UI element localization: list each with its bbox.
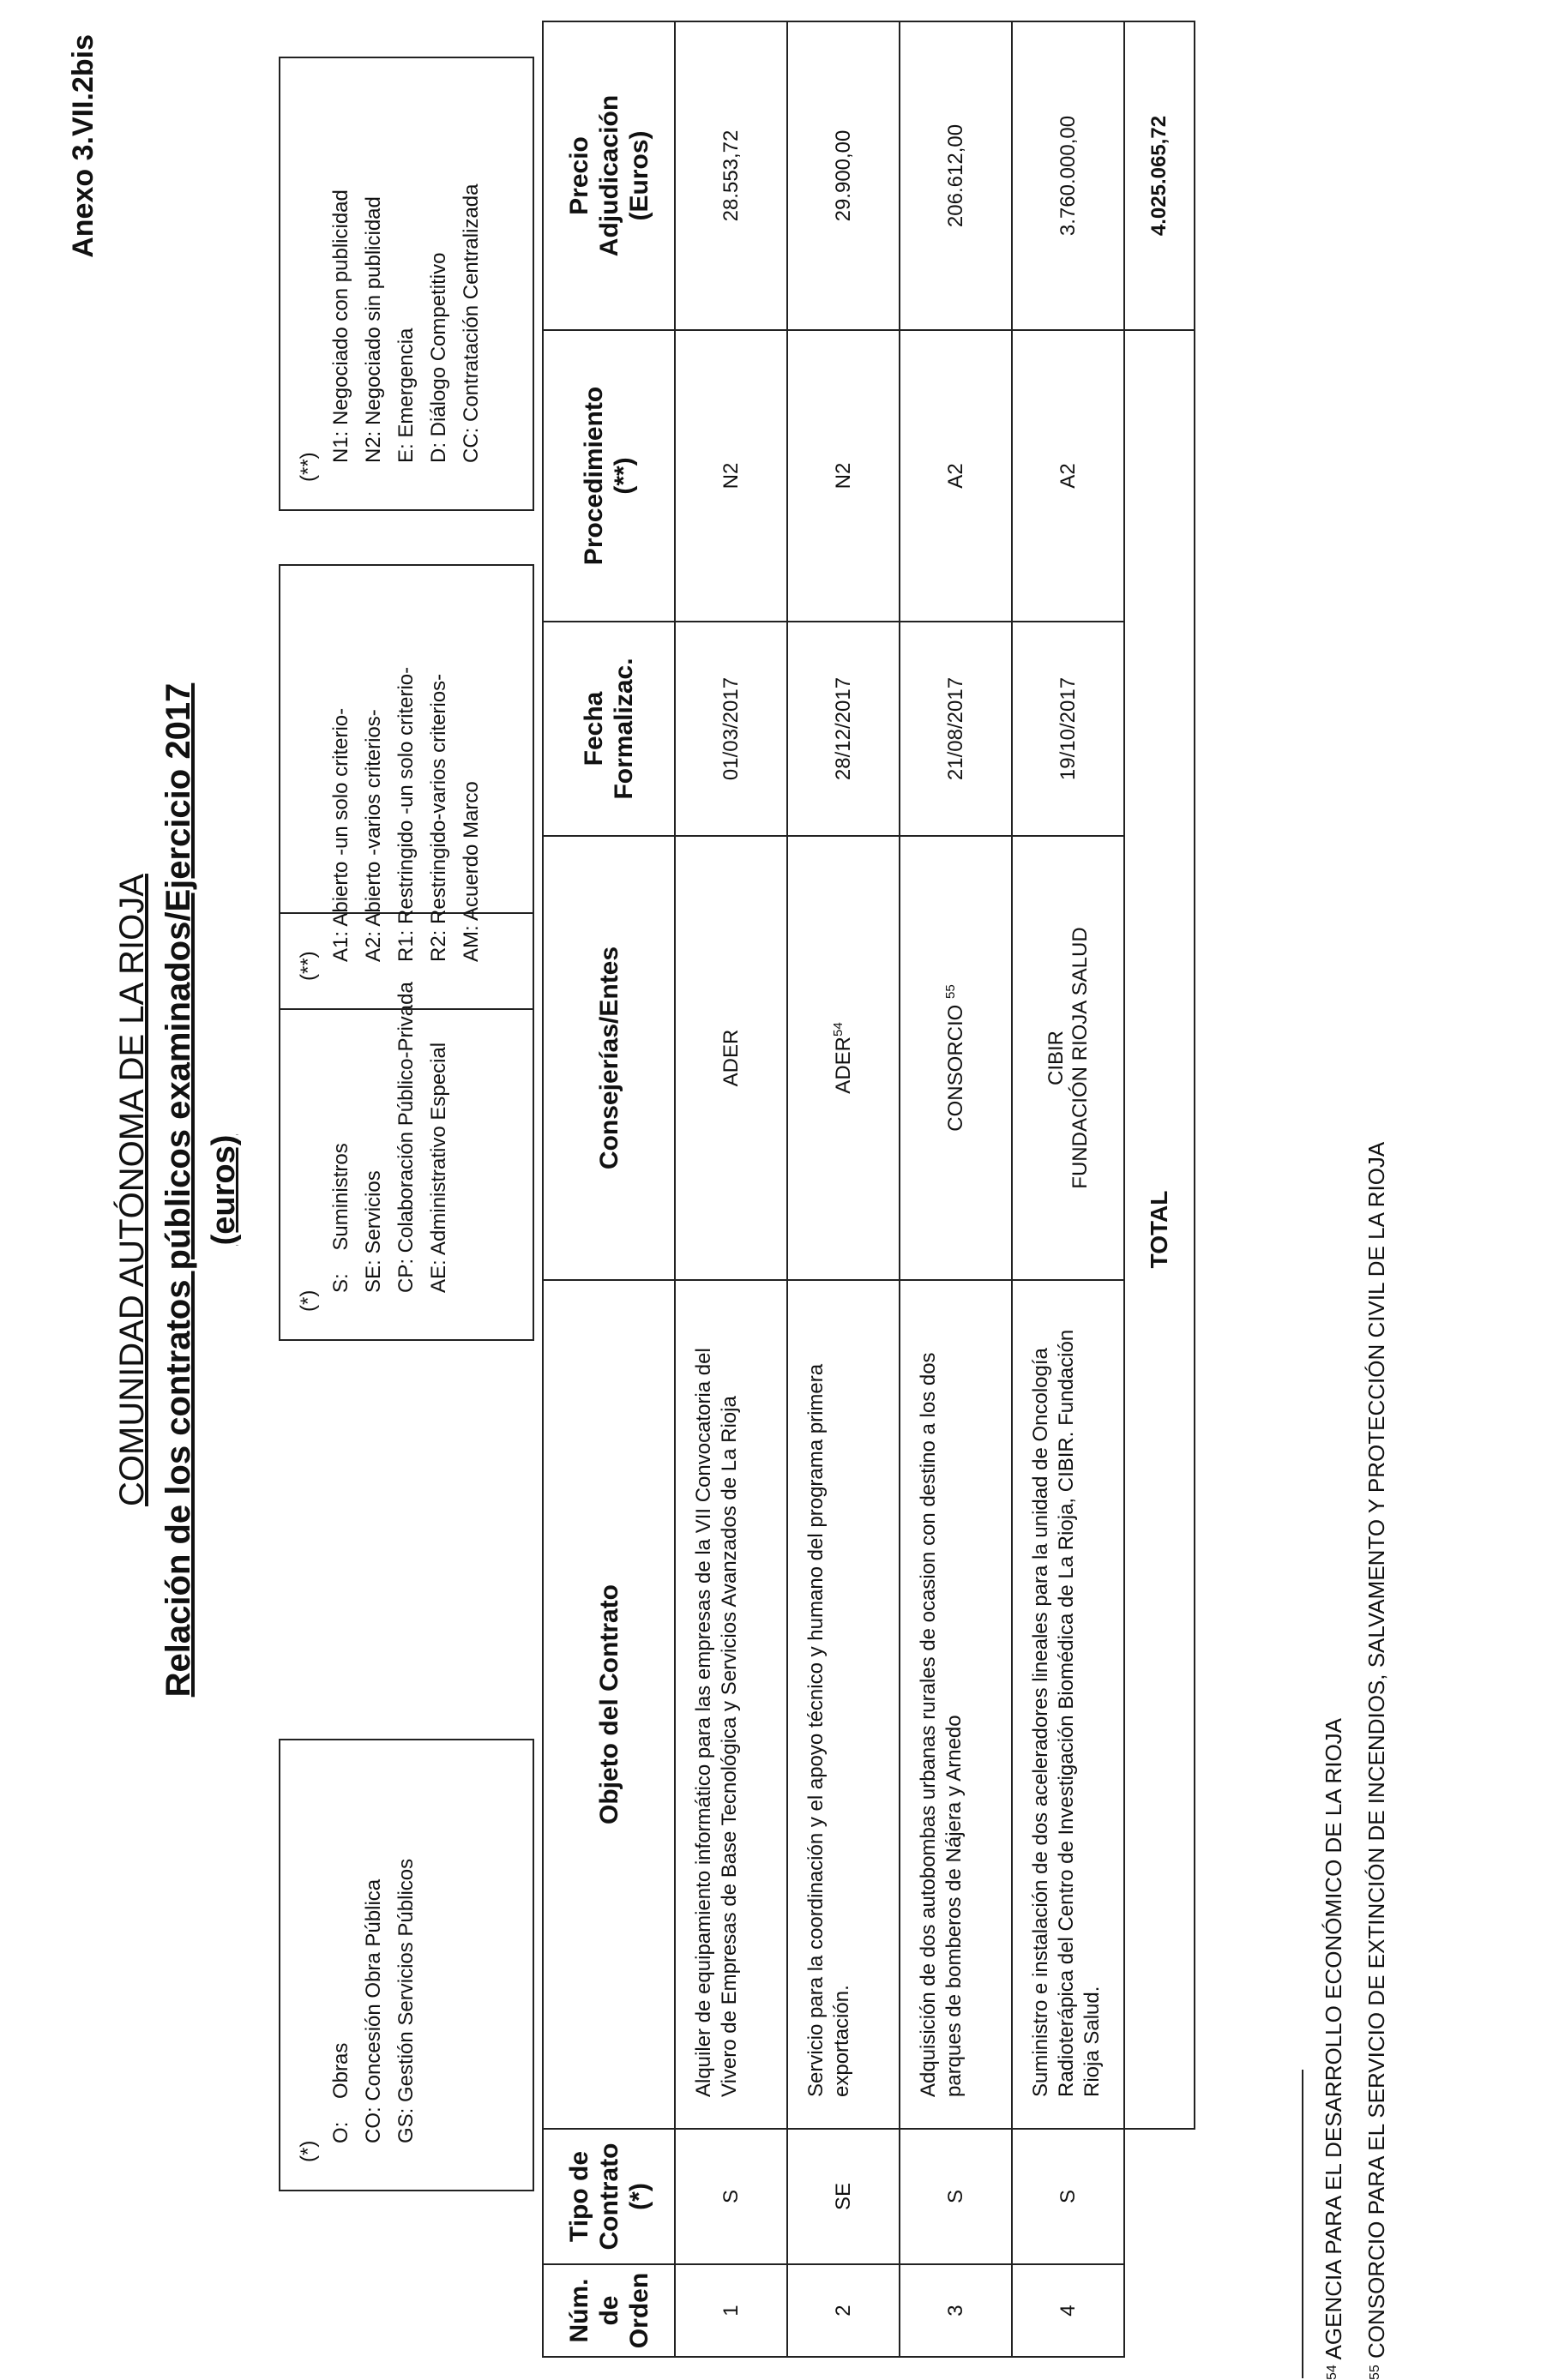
header-tipo-line: (*) [624,2183,653,2210]
legend-item: N2: Negociado sin publicidad [362,196,385,463]
ente-name: CONSORCIO [944,1004,967,1132]
legend-item: O: Obras [329,2042,352,2143]
cell-precio: 206.612,00 [900,21,1012,330]
footnote-divider [1302,2070,1303,2378]
cell-tipo: SE [787,2129,900,2264]
legend-item: R1: Restringido -un solo criterio- [394,666,418,962]
legend-item: A2: Abierto -varios criterios- [362,709,385,962]
legend-item: CO: Concesión Obra Pública [362,1878,385,2143]
header-fecha-line: Fecha [580,691,608,766]
cell-precio: 3.760.000,00 [1012,21,1124,330]
cell-procedimiento: A2 [1012,330,1124,622]
legend-item: N1: Negociado con publicidad [329,189,352,463]
title-line-2: Relación de los contratos públicos examinados/Ejercicio 2017 [160,682,197,1698]
legend-star: (*) [297,1289,320,1312]
header-precio-line: Adjudicación [594,94,623,257]
cell-fecha: 19/10/2017 [1012,622,1124,836]
footnote-55 [1363,1142,1390,2380]
header-objeto: Objeto del Contrato [543,1280,675,2129]
cell-procedimiento: N2 [675,330,787,622]
cell-ente [900,836,1012,1280]
cell-tipo: S [900,2129,1012,2264]
footnote-ref: 55 [943,984,958,999]
footnote-number: 54 [1325,2365,1339,2380]
contracts-table [542,21,1195,2358]
legend-star: (**) [297,452,320,482]
table-row [1012,21,1124,2357]
cell-precio: 28.553,72 [675,21,787,330]
header-entes: Consejerías/Entes [543,836,675,1280]
table-header-row [543,21,675,2357]
cell-fecha: 21/08/2017 [900,622,1012,836]
header-proc-line: (**) [610,457,638,495]
legend-item: E: Emergencia [394,328,418,463]
cell-objeto: Servicio para la coordinación y el apoyo técnico y humano del programa primera exportación. [787,1280,900,2129]
cell-num: 1 [675,2264,787,2357]
table-row [787,21,900,2357]
total-row [1124,21,1195,2357]
header-precio-line: (Euros) [624,130,653,221]
legend-item: A1: Abierto -un solo criterio- [329,707,352,962]
header-num [543,2264,675,2357]
cell-precio: 29.900,00 [787,21,900,330]
legend-star: (*) [297,2140,320,2162]
cell-tipo: S [1012,2129,1124,2264]
cell-objeto: Alquiler de equipamiento informático para las empresas de la VII Convocatoria del Vivero de Empresas de Base Tecnológica y Servicios Avanzados de La Rioja [675,1280,787,2129]
cell-num: 3 [900,2264,1012,2357]
legend-item: S: Suministros [329,1143,352,1293]
legend-item: CP: Colaboración Público-Privada [394,982,418,1293]
header-fecha-line: Formalizac. [610,658,638,800]
legend-star: (**) [297,951,320,981]
legend-contract-types-1 [279,1739,534,2191]
header-tipo-line: Contrato [594,2143,623,2251]
cell-objeto: Suministro e instalación de dos aceleradores lineales para la unidad de Oncología Radioterápica del Centro de Investigación Biomédica de La Rioja, CIBIR. Fundación Rioja Salud. [1012,1280,1124,2129]
table-row [675,21,787,2357]
legend-item: AE: Administrativo Especial [427,1042,450,1293]
legend-procedures-2 [279,57,534,511]
header-precio-line: Precio [564,136,593,215]
legend-item: R2: Restringido-varios criterios- [427,673,450,962]
legend-item: AM: Acuerdo Marco [460,781,483,962]
legend-procedures-1 [279,564,534,1010]
cell-ente [1012,836,1124,1280]
title-line-3: (euros) [206,1134,242,1246]
annex-label: Anexo 3.VII.2bis [67,34,99,258]
cell-objeto: Adquisición de dos autobombas urbanas rurales de ocasion con destino a los dos parques de bomberos de Nájera y Arnedo [900,1280,1012,2129]
cell-num: 2 [787,2264,900,2357]
cell-fecha: 01/03/2017 [675,622,787,836]
footnote-number: 55 [1368,2365,1382,2380]
header-procedimiento [543,330,675,622]
title-line-1: COMUNIDAD AUTÓNOMA DE LA RIOJA [113,874,151,1506]
ente-name-2: FUNDACIÓN RIOJA SALUD [1068,927,1092,1189]
header-fecha [543,622,675,836]
ente-name: CIBIR [1044,1031,1068,1086]
legend-item: SE: Servicios [362,1170,385,1293]
legend-item: CC: Contratación Centralizada [460,183,483,463]
cell-procedimiento: A2 [900,330,1012,622]
header-num-line: Núm. [564,2278,593,2343]
footnote-text: CONSORCIO PARA EL SERVICIO DE EXTINCIÓN DE INCENDIOS, SALVAMENTO Y PROTECCIÓN CIVIL DE LA RIOJA [1363,1141,1389,2359]
ente-name: ADER [832,1037,855,1094]
total-label: TOTAL [1124,330,1195,2129]
cell-num: 4 [1012,2264,1124,2357]
footnote-text: AGENCIA PARA EL DESARROLLO ECONÓMICO DE LA RIOJA [1321,1717,1346,2360]
header-tipo [543,2129,675,2264]
footnote-54 [1321,1718,1347,2380]
cell-ente [675,836,787,1280]
legend-item: GS: Gestión Servicios Públicos [394,1858,418,2143]
cell-procedimiento: N2 [787,330,900,622]
table-row [900,21,1012,2357]
cell-tipo: S [675,2129,787,2264]
total-value: 4.025.065,72 [1124,21,1195,330]
header-proc-line: Procedimiento [580,386,608,566]
header-num-line: Orden [624,2272,653,2349]
cell-ente [787,836,900,1280]
header-precio [543,21,675,330]
header-num-line: de [594,2295,623,2326]
footnote-ref: 54 [831,1022,846,1037]
ente-name: ADER [719,1029,743,1087]
header-tipo-line: Tipo de [564,2150,593,2243]
legend-item: D: Diálogo Competitivo [427,252,450,463]
cell-fecha: 28/12/2017 [787,622,900,836]
